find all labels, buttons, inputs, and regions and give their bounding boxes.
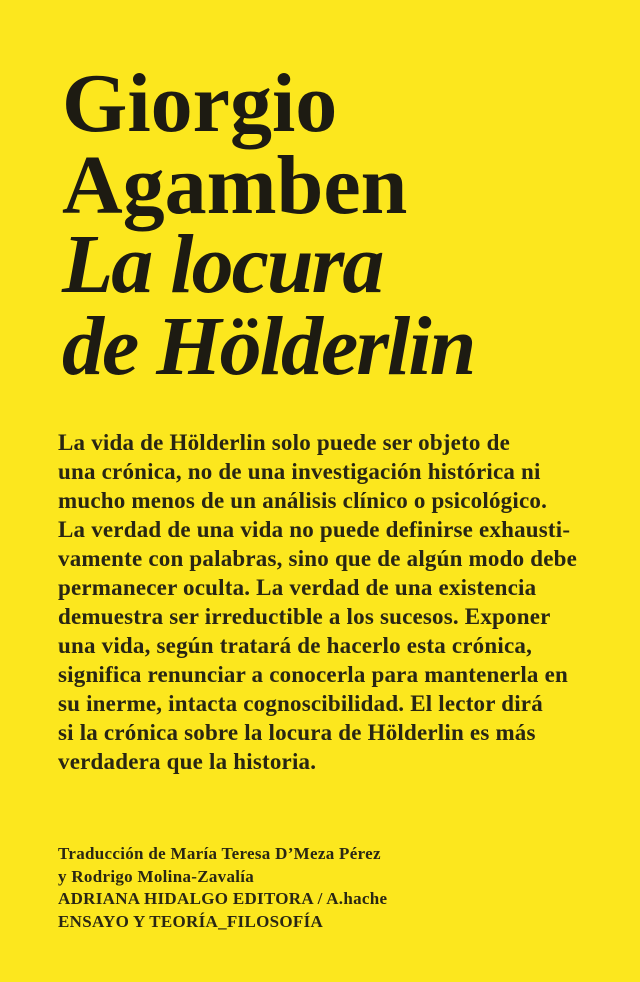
blurb-line: permanecer oculta. La verdad de una existencia — [58, 575, 537, 600]
author-name — [62, 57, 408, 232]
blurb-line: si la crónica sobre la locura de Hölderlin es más — [58, 720, 536, 745]
blurb-line: vamente con palabras, sino que de algún modo debe — [58, 546, 578, 571]
blurb-line: La verdad de una vida no puede definirse exhausti- — [58, 517, 571, 542]
credits-block — [58, 843, 387, 933]
blurb-line: verdadera que la historia. — [58, 749, 317, 774]
blurb-line: su inerme, intacta cognoscibilidad. El lector dirá — [58, 691, 543, 716]
blurb-line: La vida de Hölderlin solo puede ser objeto de — [58, 430, 510, 455]
publisher-line: ADRIANA HIDALGO EDITORA / A.hache — [58, 889, 388, 908]
author-line-1: Giorgio — [62, 57, 338, 150]
translator-credit-line-2: y Rodrigo Molina-Zavalía — [58, 866, 255, 886]
blurb-line: una vida, según tratará de hacerlo esta crónica, — [58, 633, 533, 658]
translator-credit-line-1: Traducción de María Teresa D’Meza Pérez — [58, 844, 381, 863]
book-title — [62, 218, 475, 393]
author-line-2: Agamben — [62, 139, 408, 232]
blurb-line: demuestra ser irreductible a los sucesos. Exponer — [58, 604, 551, 629]
title-line-1: La locura — [62, 218, 383, 311]
series-line: ENSAYO Y TEORÍA_FILOSOFÍA — [58, 911, 324, 931]
cover-blurb — [58, 428, 577, 776]
blurb-line: una crónica, no de una investigación histórica ni — [58, 459, 541, 484]
blurb-line: mucho menos de un análisis clínico o psicológico. — [58, 488, 548, 513]
blurb-line: significa renunciar a conocerla para mantenerla en — [58, 662, 568, 687]
title-line-2: de Hölderlin — [62, 300, 475, 393]
